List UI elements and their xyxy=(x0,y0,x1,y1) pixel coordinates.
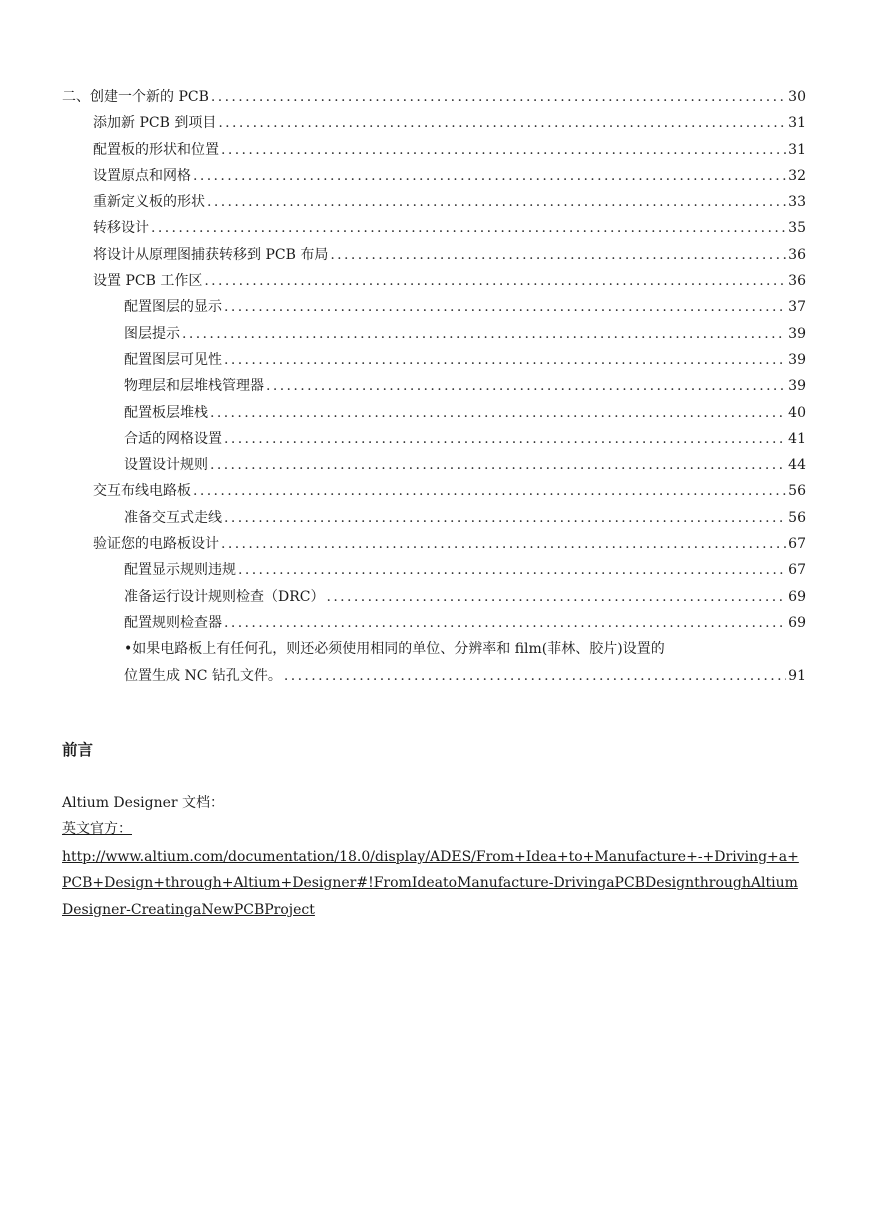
table-of-contents xyxy=(62,86,806,691)
toc-entry-title: 设置设计规则 xyxy=(124,457,208,474)
toc-entry-title: 图层提示 xyxy=(124,325,180,342)
toc-entry-title-line1: •如果电路板上有任何孔，则还必须使用相同的单位、分辨率和 film(菲林、胶片)设置的 xyxy=(124,641,665,658)
toc-entry-title: 交互布线电路板 xyxy=(93,483,191,500)
toc-entry-title: 配置板层堆栈 xyxy=(124,404,208,421)
toc-leader-dots xyxy=(218,115,786,131)
toc-page-number: 41 xyxy=(788,430,806,447)
toc-entry[interactable] xyxy=(62,559,806,585)
toc-page-number: 35 xyxy=(788,220,806,237)
toc-entry-title: 添加新 PCB 到项目 xyxy=(93,115,217,132)
toc-entry-title: 配置规则检查器 xyxy=(124,614,222,631)
document-label: Altium Designer 文档： xyxy=(62,795,225,811)
toc-entry[interactable] xyxy=(62,217,806,243)
toc-entry[interactable] xyxy=(62,112,806,138)
toc-entry-title: 合适的网格设置 xyxy=(124,430,222,447)
toc-page-number: 67 xyxy=(788,562,806,579)
toc-page-number: 33 xyxy=(788,194,806,211)
toc-leader-dots xyxy=(224,615,786,631)
toc-page-number: 31 xyxy=(788,115,806,132)
toc-page-number: 91 xyxy=(788,667,806,684)
toc-leader-dots xyxy=(224,352,786,368)
toc-entry[interactable] xyxy=(62,191,806,217)
toc-entry[interactable] xyxy=(62,349,806,375)
toc-entry[interactable] xyxy=(62,375,806,401)
toc-entry[interactable] xyxy=(62,586,806,612)
toc-page-number: 69 xyxy=(788,614,806,631)
toc-page-number: 56 xyxy=(788,509,806,526)
toc-page-number: 69 xyxy=(788,588,806,605)
toc-page-number: 44 xyxy=(788,457,806,474)
toc-entry-title: 物理层和层堆栈管理器 xyxy=(124,378,264,395)
toc-entry-title: 配置图层的显示 xyxy=(124,299,222,316)
toc-entry[interactable] xyxy=(62,612,806,638)
toc-page-number: 39 xyxy=(788,325,806,342)
toc-entry-title: 验证您的电路板设计 xyxy=(93,536,219,553)
toc-leader-dots xyxy=(221,142,786,158)
source-label[interactable]: 英文官方： xyxy=(62,821,132,837)
toc-entry-title: 将设计从原理图捕获转移到 PCB 布局 xyxy=(93,246,329,263)
toc-entry[interactable] xyxy=(62,139,806,165)
preface-heading: 前言 xyxy=(62,740,94,759)
toc-entry[interactable] xyxy=(62,533,806,559)
toc-leader-dots xyxy=(284,668,786,684)
toc-leader-dots xyxy=(182,326,786,342)
toc-entry[interactable] xyxy=(62,323,806,349)
toc-entry[interactable] xyxy=(62,454,806,480)
toc-leader-dots xyxy=(266,378,786,394)
toc-leader-dots xyxy=(211,89,786,105)
toc-leader-dots xyxy=(224,431,786,447)
toc-entry-title: 准备运行设计规则检查（DRC） xyxy=(124,588,325,605)
toc-entry-title: 转移设计 xyxy=(93,220,149,237)
toc-page-number: 36 xyxy=(788,246,806,263)
toc-entry-title: 设置原点和网格 xyxy=(93,167,191,184)
toc-leader-dots xyxy=(210,457,786,473)
toc-page-number: 32 xyxy=(788,167,806,184)
toc-leader-dots xyxy=(207,194,786,210)
toc-entry[interactable] xyxy=(62,507,806,533)
toc-page-number: 67 xyxy=(788,536,806,553)
toc-leader-dots xyxy=(330,247,786,263)
toc-entry[interactable] xyxy=(62,480,806,506)
toc-leader-dots xyxy=(210,405,786,421)
toc-page-number: 36 xyxy=(788,273,806,290)
toc-entry-title: 二、创建一个新的 PCB xyxy=(62,89,209,105)
toc-entry-title: 配置板的形状和位置 xyxy=(93,141,219,158)
toc-page-number: 39 xyxy=(788,351,806,368)
toc-entry-title: 配置图层可见性 xyxy=(124,351,222,368)
source-url-link[interactable]: http://www.altium.com/documentation/18.0/display/ADES/From+Idea+to+Manufacture+-+Driving+a+PCB+Design+through+Altium+Designer#!FromIdeatoManufacture-DrivingaPCBDesignthroughAltiumDesigner-CreatingaNewPCBProject xyxy=(62,849,799,918)
toc-leader-dots xyxy=(204,273,786,289)
toc-entry-title-line2: 位置生成 NC 钻孔文件。 xyxy=(124,667,282,684)
toc-entry-title: 配置显示规则违规 xyxy=(124,562,236,579)
toc-leader-dots xyxy=(326,589,786,605)
toc-leader-dots xyxy=(151,220,786,236)
toc-entry-title: 设置 PCB 工作区 xyxy=(93,273,203,290)
toc-entry[interactable] xyxy=(62,165,806,191)
toc-leader-dots xyxy=(221,536,786,552)
toc-entry-title: 准备交互式走线 xyxy=(124,509,222,526)
toc-entry[interactable] xyxy=(62,428,806,454)
toc-entry-line2 xyxy=(124,665,806,691)
toc-entry-multiline[interactable] xyxy=(62,638,806,691)
toc-leader-dots xyxy=(238,562,786,578)
toc-entry[interactable] xyxy=(62,244,806,270)
toc-page-number: 31 xyxy=(788,141,806,158)
toc-leader-dots xyxy=(193,168,786,184)
toc-page-number: 37 xyxy=(788,299,806,316)
toc-entry-title: 重新定义板的形状 xyxy=(93,194,205,211)
toc-entry[interactable] xyxy=(62,270,806,296)
toc-page-number: 56 xyxy=(788,483,806,500)
toc-leader-dots xyxy=(224,299,786,315)
toc-leader-dots xyxy=(193,483,786,499)
toc-entry[interactable] xyxy=(62,86,806,112)
toc-entry[interactable] xyxy=(62,296,806,322)
toc-page-number: 40 xyxy=(788,404,806,421)
toc-entry[interactable] xyxy=(62,402,806,428)
toc-leader-dots xyxy=(224,510,786,526)
toc-page-number: 39 xyxy=(788,378,806,395)
toc-page-number: 30 xyxy=(788,89,806,105)
